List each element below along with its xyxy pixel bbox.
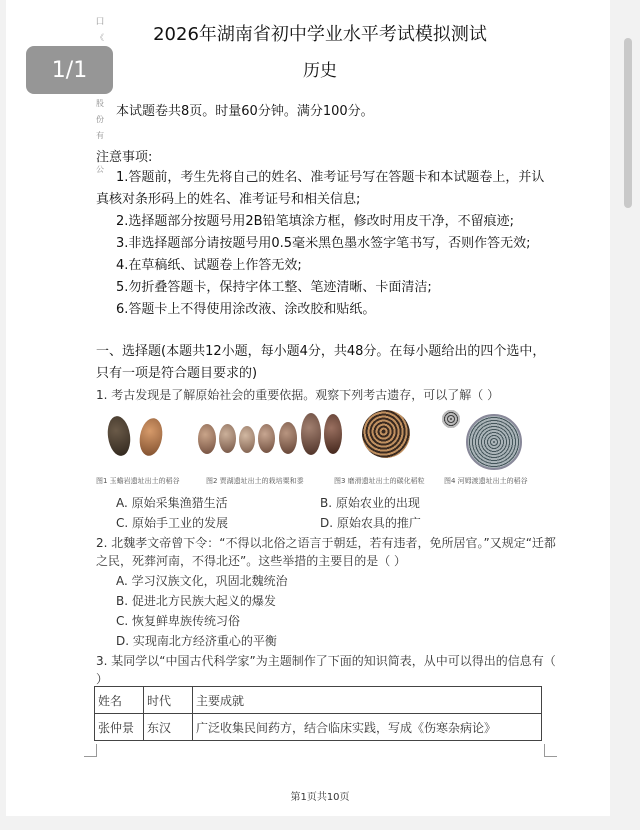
q2-option: B. 促进北方民族大起义的爆发 xyxy=(116,594,276,608)
question-3-stem-cont: ） xyxy=(96,672,109,686)
notice-item: 6.答题卡上不得使用涂改液、涂改胶和贴纸。 xyxy=(116,302,376,317)
binding-mark: 有 xyxy=(96,131,104,140)
notice-item: 4.在草稿纸、试题卷上作答无效; xyxy=(116,258,302,273)
exam-info: 本试题卷共8页。时量60分钟。满分100分。 xyxy=(116,104,374,119)
q1-option: C. 原始手工业的发展 xyxy=(116,516,229,530)
figure-caption: 图3 磨滑遗址出土的碳化稻粒 xyxy=(334,477,425,485)
millet-grain-image xyxy=(279,422,297,454)
page-indicator: 1/1 xyxy=(26,46,113,94)
binding-mark: 《 xyxy=(96,33,104,42)
question-1-stem: 1. 考古发现是了解原始社会的重要依据。观察下列考古遗存，可以了解（ ） xyxy=(96,388,500,402)
binding-mark: 份 xyxy=(96,115,104,124)
question-2-stem-cont: 之民，死葬河南，不得北还”。这些举措的主要目的是（ ） xyxy=(96,554,407,568)
q2-option: A. 学习汉族文化，巩固北魏统治 xyxy=(116,574,288,588)
notice-item: 真核对条形码上的姓名、准考证号和相关信息; xyxy=(96,192,361,207)
page-footer: 第1页共10页 xyxy=(290,792,350,803)
q1-option: D. 原始农具的推广 xyxy=(320,516,421,530)
millet-grain-image xyxy=(219,424,236,453)
binding-mark: 公 xyxy=(96,165,104,174)
exam-subject: 历史 xyxy=(303,61,337,81)
millet-grain-image xyxy=(301,413,321,455)
section-heading-cont: 只有一项是符合题目要求的) xyxy=(96,366,258,381)
notice-item: 3.非选择题部分请按题号用0.5毫米黑色墨水签字笔书写，否则作答无效; xyxy=(116,236,531,251)
figure-caption: 图1 玉蟾岩遗址出土的稻谷 xyxy=(96,477,180,485)
table-row xyxy=(95,714,542,741)
rice-grains-small-image xyxy=(442,410,460,428)
carbonized-rice-image xyxy=(362,410,410,458)
q1-option: A. 原始采集渔猎生活 xyxy=(116,496,228,510)
knowledge-table xyxy=(94,686,542,741)
rice-grains-dish-image xyxy=(466,414,522,470)
section-heading: 一、选择题(本题共12小题，每小题4分，共48分。在每小题给出的四个选中， xyxy=(96,344,546,359)
crop-mark xyxy=(544,744,557,757)
question-2-stem: 2. 北魏孝文帝曾下令：“不得以北俗之语言于朝廷，若有违者，免所居官。”又规定“迁都 xyxy=(96,536,556,550)
millet-grain-image xyxy=(198,424,216,454)
q2-option: D. 实现南北方经济重心的平衡 xyxy=(116,634,277,648)
figure-caption: 图2 贾湖遗址出土的栽培粟和黍 xyxy=(206,477,304,485)
table-header-cell: 主要成就 xyxy=(193,687,542,714)
exam-title: 2026年湖南省初中学业水平考试模拟测试 xyxy=(153,24,487,45)
notice-heading: 注意事项: xyxy=(96,150,153,165)
q1-option: B. 原始农业的出现 xyxy=(320,496,420,510)
notice-item: 5.勿折叠答题卡，保持字体工整、笔迹清晰、卡面清洁; xyxy=(116,280,432,295)
millet-grain-image xyxy=(324,414,342,454)
table-header-cell: 时代 xyxy=(144,687,193,714)
table-header-row xyxy=(95,687,542,714)
binding-mark: 股 xyxy=(96,99,104,108)
millet-grain-image xyxy=(258,424,275,453)
figure-caption: 图4 河姆渡遗址出土的稻谷 xyxy=(444,477,528,485)
table-header-cell: 姓名 xyxy=(95,687,144,714)
question-3-stem: 3. 某同学以“中国古代科学家”为主题制作了下面的知识简表，从中可以得出的信息有（ xyxy=(96,654,556,668)
binding-mark: 囗 xyxy=(96,17,104,26)
table-cell: 广泛收集民间药方，结合临床实践，写成《伤寒杂病论》 xyxy=(193,714,542,741)
notice-item: 2.选择题部分按题号用2B铅笔填涂方框，修改时用皮干净，不留痕迹; xyxy=(116,214,514,229)
q2-option: C. 恢复鲜卑族传统习俗 xyxy=(116,614,241,628)
table-cell: 张仲景 xyxy=(95,714,144,741)
notice-item: 1.答题前，考生先将自己的姓名、准考证号写在答题卡和本试题卷上，并认 xyxy=(116,170,545,185)
millet-grain-image xyxy=(239,426,255,453)
table-cell: 东汉 xyxy=(144,714,193,741)
crop-mark xyxy=(84,744,97,757)
